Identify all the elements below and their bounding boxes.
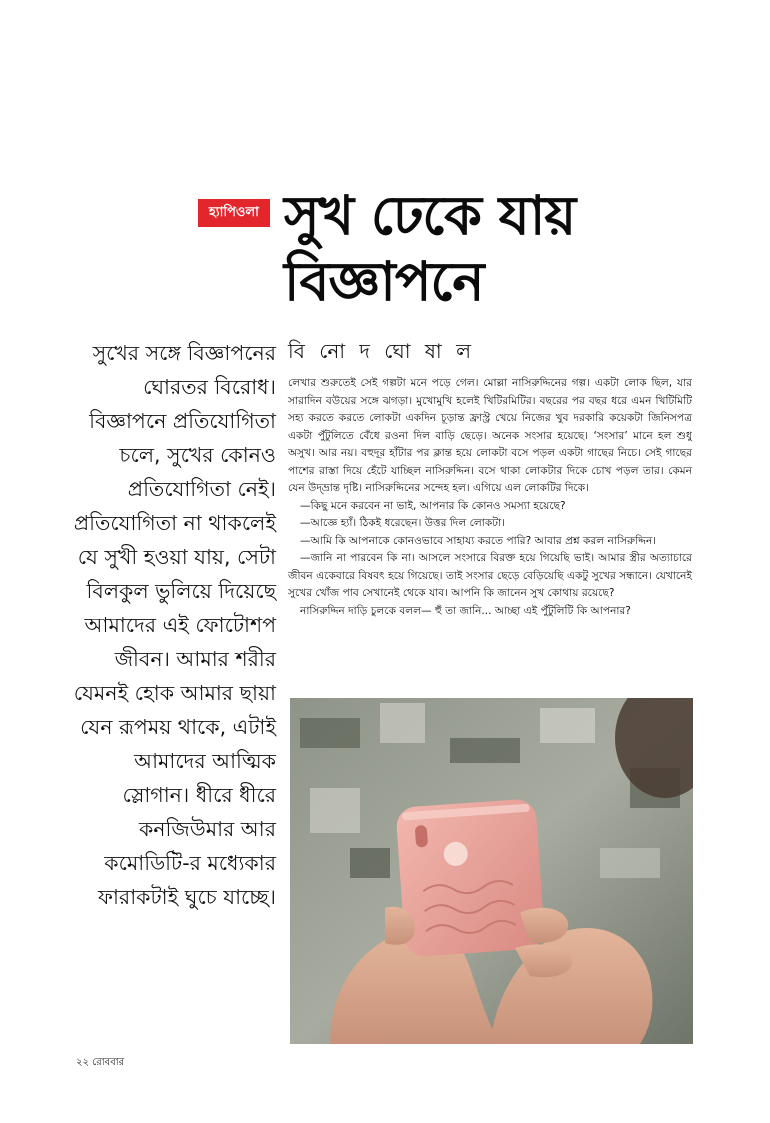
body-paragraph: —আজ্ঞে হ্যাঁ। ঠিকই ধরেছেন। উত্তর দিল লোকটা। <box>300 517 505 529</box>
section-tag: হ্যাপিওলা <box>198 199 270 227</box>
byline: বি নো দ ঘো ষা ল <box>288 339 475 363</box>
headline <box>284 183 754 315</box>
body-paragraph: নাসিরুদ্দিন দাড়ি চুলকে বলল— হুঁ তা জানি... আচ্ছা এই পুঁটুলিটি কি আপনার? <box>300 604 631 617</box>
body-paragraph: লেখার শুরুতেই সেই গল্পটা মনে পড়ে গেল। মোল্লা নাসিরুদ্দিনের গল্প। একটা লোক ছিল, যার সারাদিন বউয়ের সঙ্গে ঝগড়া। মুখোমুখি হলেই খিটিরমিটির। বছরের পর বছর ধরে এমন খিটিমিটি সহ্য করতে করতে লোকটা একদিন চূড়ান্ত ফ্রাস্ট্র খেয়ে নিজের খুব দরকারি কয়েকটা জিনিসপত্র একটা পুঁটুলিতে বেঁধে রওনা দিল বাড়ি ছেড়ে। অনেক সংসার হয়েছে। ‘সংসার’ মানে হল শুধু অসুখ। আর নয়। বহুদূর হাঁটার পর ক্লান্ত হয়ে লোকটা বসে পড়ল একটা গাছের নিচে। সেই গাছের পাশের রাস্তা দিয়ে হেঁটে যাচ্ছিল নাসিরুদ্দিন। বসে থাকা লোকটার দিকে চোখ পড়ল তার। কেমন যেন উদ্‌ভ্রান্ত দৃষ্টি। নাসিরুদ্দিনের সন্দেহ হল। এগিয়ে এল লোকটির দিকে। <box>288 377 692 494</box>
headline-line-1: সুখ ঢেকে যায় <box>284 184 576 247</box>
headline-line-2: বিজ্ঞাপনে <box>284 250 484 313</box>
pull-quote: সুখের সঙ্গে বিজ্ঞাপনের ঘোরতর বিরোধ। বিজ্ঞাপনে প্রতিযোগিতা চলে, সুখের কোনও প্রতিযোগিতা নেই। প্রতিযোগিতা না থাকলেই যে সুখী হওয়া যায়, সেটা বিলকুল ভুলিয়ে দিয়েছে আমাদের এই ফোটোশপ জীবন। আমার শরীর যেমনই হোক আমার ছায়া যেন রূপময় থাকে, এটাই আমাদের আত্মিক স্লোগান। ধীরে ধীরে কনজিউমার আর কমোডিটি-র মধ্যেকার ফারাকটাই ঘুচে যাচ্ছে। <box>73 341 276 909</box>
body-paragraph: —আমি কি আপনাকে কোনওভাবে সাহায্য করতে পারি? আবার প্রশ্ন করল নাসিরুদ্দিন। <box>300 534 657 547</box>
page-folio: ২২ রোববার <box>76 1057 125 1068</box>
body-paragraph: —জানি না পারবেন কি না। আসলে সংসারে বিরক্ত হয়ে গিয়েছি ভাই। আমার স্ত্রীর অত্যাচারে জীবন একেবারে বিষবৎ হয়ে গিয়েছে। তাই সংসার ছেড়ে বেড়িয়েছি একটু সুখের সন্ধানে। যেখানেই সুখের খোঁজ পাব সেখানেই থেকে যাব। আপনি কি জানেন সুখ কোথায় রয়েছে? <box>288 552 692 599</box>
body-paragraph: —কিছু মনে করবেন না ভাই, আপনার কি কোনও সমস্যা হয়েছে? <box>300 499 566 512</box>
hands-phone-photo <box>290 698 693 1044</box>
article-body <box>288 375 692 620</box>
